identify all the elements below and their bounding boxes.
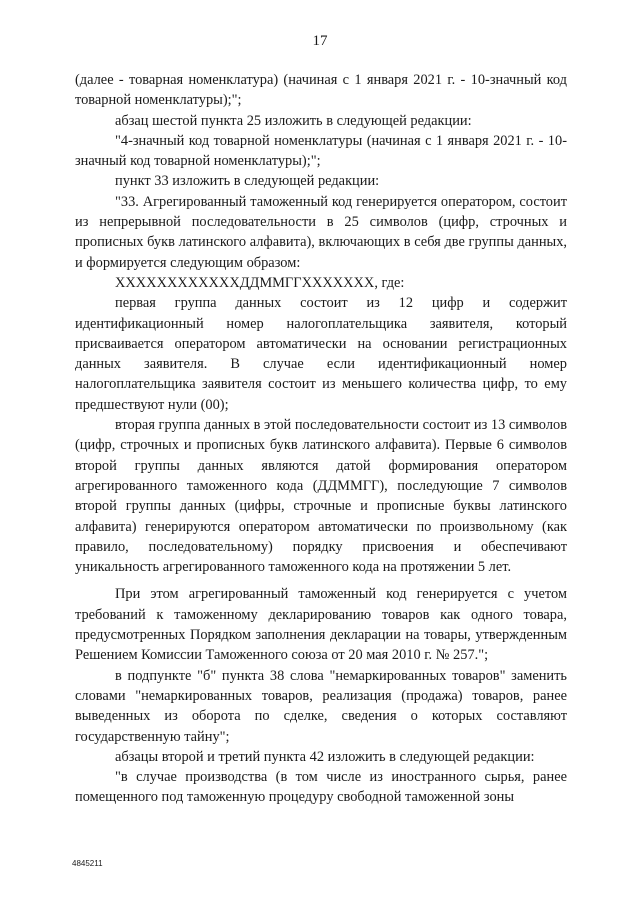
paragraph-amend-33: пункт 33 изложить в следующей редакции: (115, 173, 380, 190)
paragraph-subpoint-38: в подпункте "б" пункта 38 слова "немаркированных товаров" заменить словами "немаркированных товаров, реализация (продажа) товаров, ранее выведенных из оборота по сделке, сведения о которых составляют государственную тайну"; (75, 667, 567, 745)
paragraph-amend-42: абзацы второй и третий пункта 42 изложить в следующей редакции: (115, 748, 535, 765)
document-code: 4845211 (72, 859, 103, 868)
paragraph-continuation: (далее - товарная номенклатура) (начиная с 1 января 2021 г. - 10-значный код товарной номенклатуры);"; (75, 72, 567, 109)
paragraph-second-group: вторая группа данных в этой последовательности состоит из 13 символов (цифр, строчных и прописных букв латинского алфавита). Первые 6 символов второй группы данных являются датой формирования оператором агрегированного таможенного кода (ДДММГГ), последующие 7 символов второй группы данных (цифры, строчные и прописные буквы латинского алфавита) генерируются оператором автоматически по произвольному (как правило, последовательному) порядку присвоения и обеспечивают уникальность агрегированного таможенного кода на протяжении 5 лет. (75, 417, 567, 576)
paragraph-quote-4-digit: "4-значный код товарной номенклатуры (начиная с 1 января 2021 г. - 10-значный код товарной номенклатуры);"; (75, 132, 567, 170)
paragraph-first-group: первая группа данных состоит из 12 цифр и содержит идентификационный номер налогоплательщика заявителя, который присваивается оператором автоматически на основании регистрационных данных заявителя. В случае если идентификационный номер налогоплательщика заявителя состоит из меньшего количества цифр, то ему предшествуют нули (00); (75, 295, 567, 413)
document-body (75, 70, 567, 808)
paragraph-amend-25: абзац шестой пункта 25 изложить в следующей редакции: (115, 112, 472, 129)
paragraph-code-format: ХХХХХХХХХХХХДДММГГХХХХХХХ, где: (115, 274, 405, 291)
paragraph-production-case: "в случае производства (в том числе из иностранного сырья, ранее помещенного под таможенную процедуру свободной таможенной зоны (75, 769, 567, 806)
page-number: 17 (312, 33, 328, 49)
paragraph-requirements: При этом агрегированный таможенный код генерируется с учетом требований к таможенному декларированию товаров как одного товара, предусмотренных Порядком заполнения декларации на товары, утвержденным Решением Комиссии Таможенного союза от 20 мая 2010 г. № 257."; (75, 586, 567, 664)
paragraph-point-33: "33. Агрегированный таможенный код генерируется оператором, состоит из непрерывной последовательности в 25 символов (цифр, строчных и прописных букв латинского алфавита), включающих в себя две группы данных, и формируется следующим образом: (75, 193, 567, 271)
